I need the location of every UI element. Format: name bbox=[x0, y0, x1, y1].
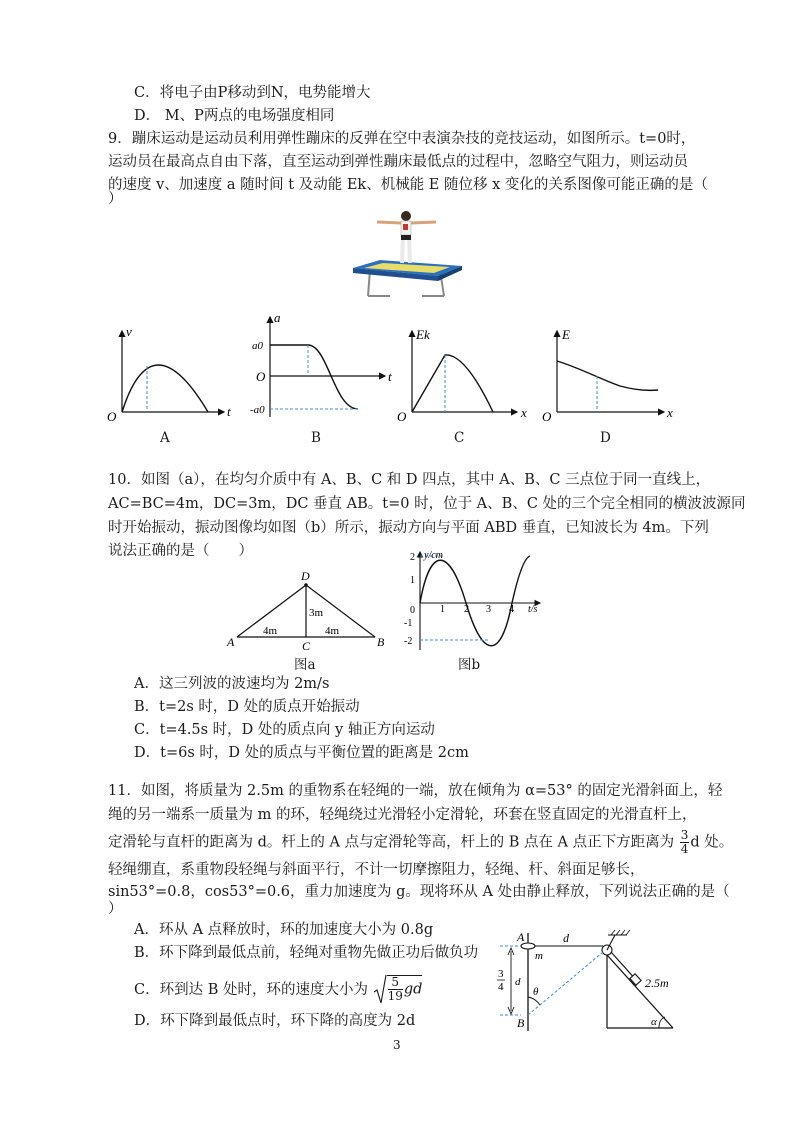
fig-a-length-dc: 3m bbox=[309, 607, 324, 619]
graph-b-label: B bbox=[311, 430, 321, 446]
q11-fraction-numerator: 3 bbox=[680, 828, 689, 842]
q11-fig-label-mass: 2.5m bbox=[645, 976, 669, 990]
q11-option-c-sqrt bbox=[373, 974, 423, 1006]
graph-c-origin: O bbox=[397, 409, 407, 423]
q11-option-d: D．环下降到最低点时，环下降的高度为 2d bbox=[134, 1013, 416, 1029]
q11-stem-line4: 轻绳绷直，系重物段轻绳与斜面平行，不计一切摩擦阻力，轻绳、杆、斜面足够长， bbox=[108, 862, 645, 878]
q11-option-c-numerator: 5 bbox=[388, 976, 403, 990]
trampoline-illustration bbox=[350, 208, 465, 308]
graph-a-origin: O bbox=[107, 409, 117, 423]
q10-stem-line1: 10．如图（a），在均匀介质中有 A、B、C 和 D 四点，其中 A、B、C 三点位于同一直线上， bbox=[108, 472, 711, 488]
q10-stem-line2: AC=BC=4m，DC=3m，DC 垂直 AB。t=0 时，位于 A、B、C 处的三个完全相同的横波波源同 bbox=[108, 496, 746, 512]
figure-a-triangle bbox=[225, 568, 385, 653]
graph-c-y-label: Ek bbox=[416, 327, 430, 342]
graph-a-x-label: t bbox=[227, 404, 231, 419]
fig-b-xtick-4: 4 bbox=[509, 604, 514, 615]
graph-c-x-label: x bbox=[521, 405, 527, 420]
q8-option-d: D． M、P两点的电场强度相同 bbox=[134, 108, 335, 124]
q11-fig-label-a: A bbox=[517, 930, 525, 944]
q11-stem-line6: ） bbox=[108, 901, 123, 917]
q9-stem-line1: 9．蹦床运动是运动员利用弹性蹦床的反弹在空中表演杂技的竞技运动，如图所示。t=0时， bbox=[108, 131, 696, 147]
graph-a bbox=[104, 323, 239, 423]
q11-fig-label-d: d bbox=[563, 931, 569, 945]
graph-a-label: A bbox=[160, 430, 170, 446]
q10-option-c: C．t=4.5s 时，D 处的质点向 y 轴正方向运动 bbox=[134, 722, 435, 738]
q11-option-c-text: C．环到达 B 处时，环的速度大小为 bbox=[134, 982, 368, 998]
q10-option-b: B．t=2s 时，D 处的质点开始振动 bbox=[134, 699, 360, 715]
q11-fig-label-b: B bbox=[517, 1016, 525, 1030]
q11-fig-label-dist: d bbox=[515, 976, 521, 988]
fig-b-y-label: y/cm bbox=[424, 550, 443, 561]
q11-stem-line5: sin53°=0.8，cos53°=0.6，重力加速度为 g。现将环从 A 处由静止释放，下列说法正确的是（ bbox=[108, 884, 730, 900]
q11-fraction-denominator: 4 bbox=[680, 842, 689, 856]
q11-stem-line3 bbox=[108, 829, 733, 856]
q11-fig-label-alpha: α bbox=[651, 1016, 657, 1028]
figure-b-wave bbox=[400, 548, 545, 653]
q10-option-d: D．t=6s 时，D 处的质点与平衡位置的距离是 2cm bbox=[134, 745, 469, 761]
q11-fig-frac-num: 3 bbox=[498, 968, 504, 980]
fig-a-point-d: D bbox=[301, 569, 310, 583]
graph-c bbox=[395, 323, 535, 423]
graph-c-label: C bbox=[454, 430, 465, 446]
graph-b-tick-a0: a0 bbox=[252, 340, 263, 352]
graph-b bbox=[250, 311, 400, 426]
q11-option-b: B．环下降到最低点前，轻绳对重物先做正功后做负功 bbox=[134, 945, 479, 961]
q11-fraction bbox=[680, 829, 690, 856]
q11-fig-label-m: m bbox=[535, 950, 543, 962]
q11-option-c-denominator: 19 bbox=[387, 989, 403, 1003]
q11-fig-label-theta: θ bbox=[533, 986, 539, 998]
fig-a-length-bc: 4m bbox=[325, 625, 340, 637]
q11-stem-line2: 绳的另一端系一质量为 m 的环，轻绳绕过光滑轻小定滑轮，环套在竖直固定的光滑直杆上， bbox=[108, 807, 697, 823]
fig-b-x-label: t/s bbox=[528, 604, 538, 615]
q9-stem-line2: 运动员在最高点自由下落，直至运动到弹性蹦床最低点的过程中，忽略空气阻力，则运动员 bbox=[108, 154, 688, 170]
fig-b-ytick-1: 1 bbox=[410, 575, 415, 586]
fig-b-ytick-2: 2 bbox=[410, 552, 415, 563]
graph-d-label: D bbox=[600, 430, 611, 446]
graph-d-origin: O bbox=[542, 409, 552, 423]
q9-stem-line3: 的速度 v、加速度 a 随时间 t 及动能 Ek、机械能 E 随位移 x 变化的关系图像可能正确的是（ bbox=[108, 177, 708, 193]
fig-b-ytick-m2: -2 bbox=[404, 636, 413, 647]
fig-b-ytick-m1: -1 bbox=[404, 618, 413, 629]
graph-b-x-label: t bbox=[388, 369, 392, 384]
graph-b-tick-o: O bbox=[256, 369, 266, 384]
page-number: 3 bbox=[393, 1038, 401, 1052]
fig-a-length-ac: 4m bbox=[263, 625, 278, 637]
q11-option-c bbox=[134, 974, 422, 1006]
q11-option-c-gd: gd bbox=[403, 981, 423, 998]
fig-b-xtick-2: 2 bbox=[464, 604, 469, 615]
q8-option-c: C．将电子由P移动到N，电势能增大 bbox=[134, 85, 371, 101]
figure-a-caption: 图a bbox=[294, 657, 316, 673]
q10-stem-line4: 说法正确的是（ ） bbox=[108, 543, 253, 559]
fig-a-point-a: A bbox=[227, 635, 235, 649]
graph-a-y-label: v bbox=[126, 324, 132, 339]
fig-b-xtick-1: 1 bbox=[440, 604, 445, 615]
graph-d-x-label: x bbox=[667, 405, 673, 420]
graph-d-y-label: E bbox=[562, 327, 570, 342]
fig-b-ytick-0: 0 bbox=[410, 605, 415, 616]
q9-stem-line4: ） bbox=[108, 191, 123, 207]
q11-option-a: A．环从 A 点释放时，环的加速度大小为 0.8g bbox=[134, 922, 434, 938]
fig-b-xtick-3: 3 bbox=[486, 604, 491, 615]
q11-stem-line1: 11．如图，将质量为 2.5m 的重物系在轻绳的一端，放在倾角为 α=53° 的固定光滑斜面上，轻 bbox=[108, 783, 723, 799]
q11-pulley-figure bbox=[495, 923, 685, 1035]
q10-stem-line3: 时开始振动，振动图像均如图（b）所示，振动方向与平面 ABD 垂直，已知波长为 4m。下列 bbox=[108, 520, 709, 536]
graph-b-tick-neg-a0: -a0 bbox=[250, 404, 265, 416]
graph-d bbox=[540, 323, 680, 423]
q11-fig-frac-den: 4 bbox=[498, 981, 504, 993]
graph-b-y-label: a bbox=[274, 311, 281, 325]
q11-option-c-fraction bbox=[388, 976, 403, 1003]
fig-a-point-c: C bbox=[302, 639, 311, 653]
figure-b-caption: 图b bbox=[458, 657, 481, 673]
q11-stem-line3-end: d 处。 bbox=[690, 834, 734, 851]
q11-stem-line3-text: 定滑轮与直杆的距离为 d。杆上的 A 点与定滑轮等高，杆上的 B 点在 A 点正下方距离为 bbox=[108, 834, 675, 851]
q10-option-a: A．这三列波的波速均为 2m/s bbox=[134, 676, 330, 692]
fig-a-point-b: B bbox=[377, 635, 385, 649]
